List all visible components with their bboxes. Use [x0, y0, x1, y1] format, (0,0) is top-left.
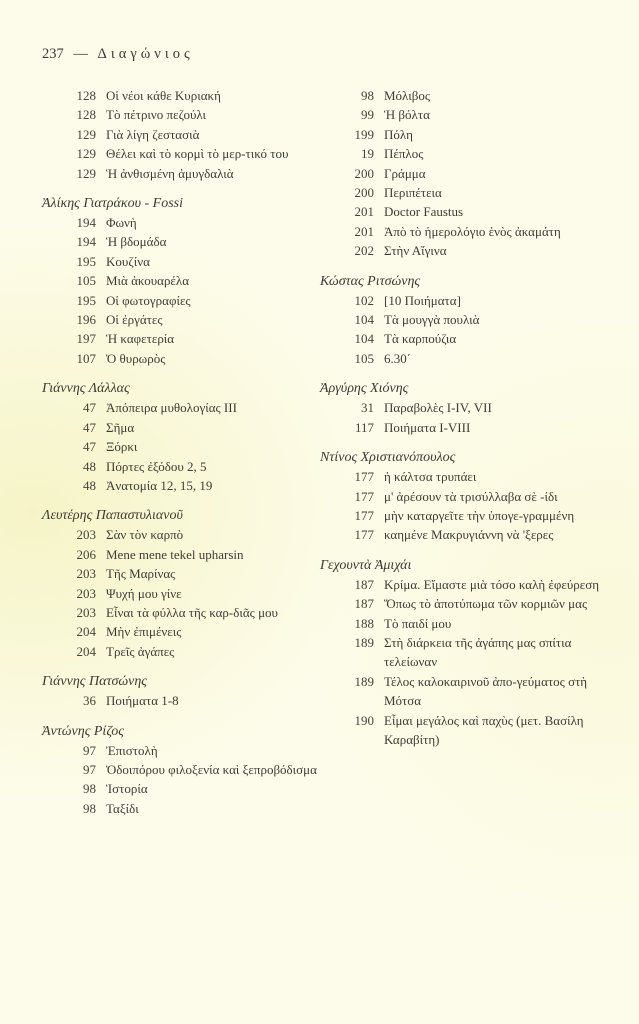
index-entry	[340, 86, 620, 105]
entry-title: Ὁ θυρωρὸς	[106, 350, 166, 366]
entry-page-number: 195	[76, 292, 96, 308]
author-name: Ντίνος Χριστιανόπουλος	[320, 450, 456, 466]
index-entry	[62, 164, 322, 183]
entry-title: Πόρτες ἐξόδου 2, 5	[106, 458, 207, 474]
entry-title: 6.30΄	[384, 350, 412, 366]
entry-title: Ἐπιστολὴ	[106, 742, 158, 758]
entry-page-number: 129	[76, 126, 96, 142]
index-entry	[340, 202, 620, 221]
index-entry	[340, 125, 620, 144]
entry-title: [10 Ποιήματα]	[384, 292, 461, 308]
entry-title: Ψυχή μου γίνε	[106, 585, 182, 601]
entry-page-number: 107	[76, 350, 96, 366]
entry-page-number: 129	[76, 146, 96, 162]
entry-page-number: 200	[354, 185, 374, 201]
index-entry	[62, 291, 322, 310]
entry-title: Ἡ καφετερία	[106, 331, 175, 347]
entry-title: Ποιήματα 1-8	[106, 693, 179, 709]
entry-title: Μιὰ ἀκουαρέλα	[106, 273, 190, 289]
author-name: Λευτέρης Παπαστυλιανοῦ	[42, 508, 183, 524]
entry-title: καημένε Μακρυγιάννη νὰ 'ξερες	[384, 527, 554, 543]
index-entry	[340, 506, 620, 525]
index-entry	[62, 398, 322, 417]
entry-title: Mene mene tekel upharsin	[106, 546, 244, 562]
entry-title: Τρεῖς ἀγάπες	[106, 643, 175, 659]
entry-page-number: 201	[354, 204, 374, 220]
index-entry	[62, 329, 322, 348]
entry-page-number: 187	[354, 596, 374, 612]
entry-page-number: 206	[76, 546, 96, 562]
index-entry	[340, 291, 620, 310]
index-entry	[340, 594, 620, 613]
index-entry	[340, 672, 620, 711]
entry-page-number: 105	[76, 273, 96, 289]
index-entry	[340, 105, 620, 124]
index-entry	[340, 575, 620, 594]
entry-page-number: 97	[83, 742, 96, 758]
entry-title: Πέπλος	[384, 146, 424, 162]
index-entry	[340, 467, 620, 486]
entry-title: Μόλιβος	[384, 88, 430, 103]
left-column	[42, 86, 322, 829]
entry-title: Κρίμα. Εἴμαστε μιὰ τόσο καλὴ ἐφεύρεση	[384, 576, 600, 592]
entry-page-number: 128	[76, 88, 96, 103]
entry-page-number: 47	[83, 439, 96, 455]
entry-title: Ταξίδι	[106, 800, 139, 816]
author-name: Ἀντώνης Ρίζος	[42, 723, 124, 739]
index-entry	[340, 614, 620, 633]
entry-title: Ἱστορία	[106, 781, 148, 797]
index-entry	[62, 437, 322, 456]
entry-page-number: 195	[76, 253, 96, 269]
entry-title: Τέλος καλοκαιρινοῦ ἀπο-γεύματος στὴ Μότσα	[384, 673, 588, 709]
index-entry	[340, 711, 620, 750]
entry-page-number: 189	[354, 634, 374, 650]
author-section	[42, 506, 322, 661]
author-section	[42, 672, 322, 710]
index-entry	[340, 525, 620, 544]
entry-page-number: 189	[354, 673, 374, 689]
entry-page-number: 47	[83, 400, 96, 416]
index-entry	[340, 164, 620, 183]
index-entry	[62, 271, 322, 290]
author-section	[62, 86, 322, 183]
entry-page-number: 98	[83, 781, 96, 797]
entry-page-number: 104	[354, 312, 374, 328]
entry-title: Ἀνατομία 12, 15, 19	[106, 477, 213, 493]
index-entry	[62, 525, 322, 544]
index-entry	[62, 457, 322, 476]
entry-page-number: 98	[361, 88, 374, 103]
entry-page-number: 105	[354, 350, 374, 366]
entry-page-number: 204	[76, 643, 96, 659]
entry-title: Οἱ νέοι κάθε Κυριακή	[106, 88, 221, 103]
index-entry	[340, 398, 620, 417]
index-entry	[62, 691, 322, 710]
entry-page-number: 203	[76, 527, 96, 543]
entry-title: Ἀπὸ τὸ ἡμερολόγιο ἑνὸς ἀκαμάτη	[384, 223, 561, 239]
entry-title: Σὰν τὸν καρπὸ	[106, 527, 184, 543]
index-entry	[62, 799, 322, 818]
entry-page-number: 177	[354, 469, 374, 485]
entry-title: Doctor Faustus	[384, 204, 464, 220]
author-name: Κώστας Ριτσώνης	[320, 273, 421, 289]
index-entry	[62, 86, 322, 105]
page-number: 237	[42, 46, 64, 62]
author-name: Γεχουντὰ Ἀμιχάι	[320, 557, 412, 573]
entry-page-number: 199	[354, 126, 374, 142]
entry-title: Εἶμαι μεγάλος καὶ παχὺς (μετ. Βασίλη Καραβίτη)	[384, 712, 584, 747]
entry-page-number: 203	[76, 604, 96, 620]
entry-title: Παραβολὲς I-IV, VII	[384, 400, 492, 416]
author-section	[320, 379, 620, 437]
author-section	[320, 448, 620, 545]
entry-title: Οἱ ἐργάτες	[106, 312, 163, 328]
index-entry	[62, 779, 322, 798]
entry-title: Τὸ πέτρινο πεζούλι	[106, 107, 207, 123]
entry-page-number: 204	[76, 624, 96, 640]
index-entry	[62, 642, 322, 661]
index-entry	[62, 564, 322, 583]
index-entry	[62, 349, 322, 368]
entry-title: Μὴν ἐπιμένεις	[106, 624, 182, 640]
entry-title: Οἱ φωτογραφίες	[106, 292, 191, 308]
entry-title: Στὴν Αἴγινα	[384, 243, 447, 259]
entry-page-number: 97	[83, 761, 96, 777]
entry-title: Ὁδοιπόρου φιλοξενία καὶ ξεπροβόδισμα	[106, 761, 317, 777]
page-header	[42, 46, 194, 63]
entry-title: μὴν καταργεῖτε τὴν ὑπογε-γραμμένη	[384, 507, 575, 523]
index-entry	[340, 329, 620, 348]
index-entry	[340, 487, 620, 506]
entry-title: Στὴ διάρκεια τῆς ἀγάπης μας σπίτια τελείωναν	[384, 634, 572, 670]
author-section	[320, 272, 620, 369]
entry-page-number: 19	[361, 146, 374, 162]
entry-page-number: 200	[354, 165, 374, 181]
index-entry	[340, 418, 620, 437]
author-name: Γιάννης Λάλλας	[42, 381, 130, 397]
right-column	[320, 86, 620, 760]
entry-page-number: 47	[83, 419, 96, 435]
entry-title: Πόλη	[384, 126, 413, 142]
entry-page-number: 177	[354, 507, 374, 523]
entry-title: Ξόρκι	[106, 439, 138, 455]
entry-page-number: 117	[354, 419, 374, 435]
entry-page-number: 98	[83, 800, 96, 816]
entry-page-number: 48	[83, 477, 96, 493]
author-section	[340, 86, 620, 261]
entry-page-number: 196	[76, 312, 96, 328]
index-entry	[62, 545, 322, 564]
entry-title: Τῆς Μαρίνας	[106, 566, 176, 582]
entry-page-number: 194	[76, 215, 96, 231]
index-entry	[340, 241, 620, 260]
author-name: Ἀλίκης Γιατράκου - Fossi	[42, 196, 184, 212]
entry-page-number: 197	[76, 331, 96, 347]
entry-title: Σῆμα	[106, 419, 135, 435]
index-entry	[62, 741, 322, 760]
index-entry	[62, 760, 322, 779]
index-entry	[62, 252, 322, 271]
entry-title: Ἡ ἀνθισμένη ἀμυγδαλιὰ	[106, 165, 234, 181]
entry-page-number: 99	[361, 107, 374, 123]
entry-title: Φωνὴ	[106, 215, 137, 231]
entry-page-number: 31	[361, 400, 374, 416]
entry-title: Κουζίνα	[106, 253, 150, 269]
entry-page-number: 203	[76, 566, 96, 582]
entry-page-number: 203	[76, 585, 96, 601]
index-entry	[340, 144, 620, 163]
entry-page-number: 128	[76, 107, 96, 123]
index-entry	[62, 105, 322, 124]
index-entry	[340, 222, 620, 241]
entry-title: Ὅπως τὸ ἀποτύπωμα τῶν κορμιῶν μας	[384, 596, 588, 612]
index-entry	[62, 213, 322, 232]
author-name: Ἀργύρης Χιόνης	[320, 381, 409, 397]
entry-page-number: 36	[83, 693, 96, 709]
entry-title: μ' ἀρέσουν τὰ τρισύλλαβα σὲ -ίδι	[384, 488, 558, 504]
author-section	[42, 722, 322, 819]
index-entry	[62, 584, 322, 603]
entry-page-number: 194	[76, 234, 96, 250]
entry-title: Ἡ βδομάδα	[106, 234, 167, 250]
entry-title: Ποιήματα I-VIII	[384, 419, 471, 435]
entry-title: Ἀπόπειρα μυθολογίας ΙΙΙ	[106, 400, 237, 416]
index-entry	[340, 633, 620, 672]
index-entry	[62, 622, 322, 641]
entry-page-number: 104	[354, 331, 374, 347]
author-section	[42, 379, 322, 495]
entry-title: Ἡ βόλτα	[384, 107, 430, 123]
index-entry	[62, 144, 322, 163]
entry-title: Θέλει καὶ τὸ κορμὶ τὸ μερ-τικό του	[106, 146, 289, 162]
header-dash: —	[73, 46, 88, 62]
author-name: Γιάννης Πατσώνης	[42, 674, 147, 690]
index-entry	[340, 349, 620, 368]
author-section	[320, 556, 620, 750]
index-entry	[62, 476, 322, 495]
index-entry	[62, 310, 322, 329]
entry-title: Γράμμα	[384, 165, 426, 181]
entry-page-number: 201	[354, 223, 374, 239]
entry-title: Τὸ παιδί μου	[384, 615, 452, 631]
index-entry	[62, 125, 322, 144]
entry-title: ἡ κάλτσα τρυπάει	[384, 469, 477, 485]
entry-title: Γιὰ λίγη ζεστασιὰ	[106, 126, 200, 142]
entry-page-number: 190	[354, 712, 374, 728]
entry-title: Περιπέτεια	[384, 185, 442, 201]
index-entry	[62, 232, 322, 251]
entry-page-number: 129	[76, 165, 96, 181]
entry-title: Τὰ μουγγὰ πουλιὰ	[384, 312, 480, 328]
index-entry	[340, 183, 620, 202]
entry-title: Τὰ καρπούζια	[384, 331, 457, 347]
entry-page-number: 48	[83, 458, 96, 474]
entry-page-number: 202	[354, 243, 374, 259]
index-entry	[62, 603, 322, 622]
index-entry	[340, 310, 620, 329]
journal-title: Διαγώνιος	[97, 46, 194, 62]
entry-title: Εἶναι τὰ φύλλα τῆς καρ-διᾶς μου	[106, 604, 278, 620]
author-section	[42, 194, 322, 368]
entry-page-number: 177	[354, 488, 374, 504]
entry-page-number: 187	[354, 576, 374, 592]
entry-page-number: 102	[354, 292, 374, 308]
entry-page-number: 177	[354, 527, 374, 543]
index-entry	[62, 418, 322, 437]
entry-page-number: 188	[354, 615, 374, 631]
